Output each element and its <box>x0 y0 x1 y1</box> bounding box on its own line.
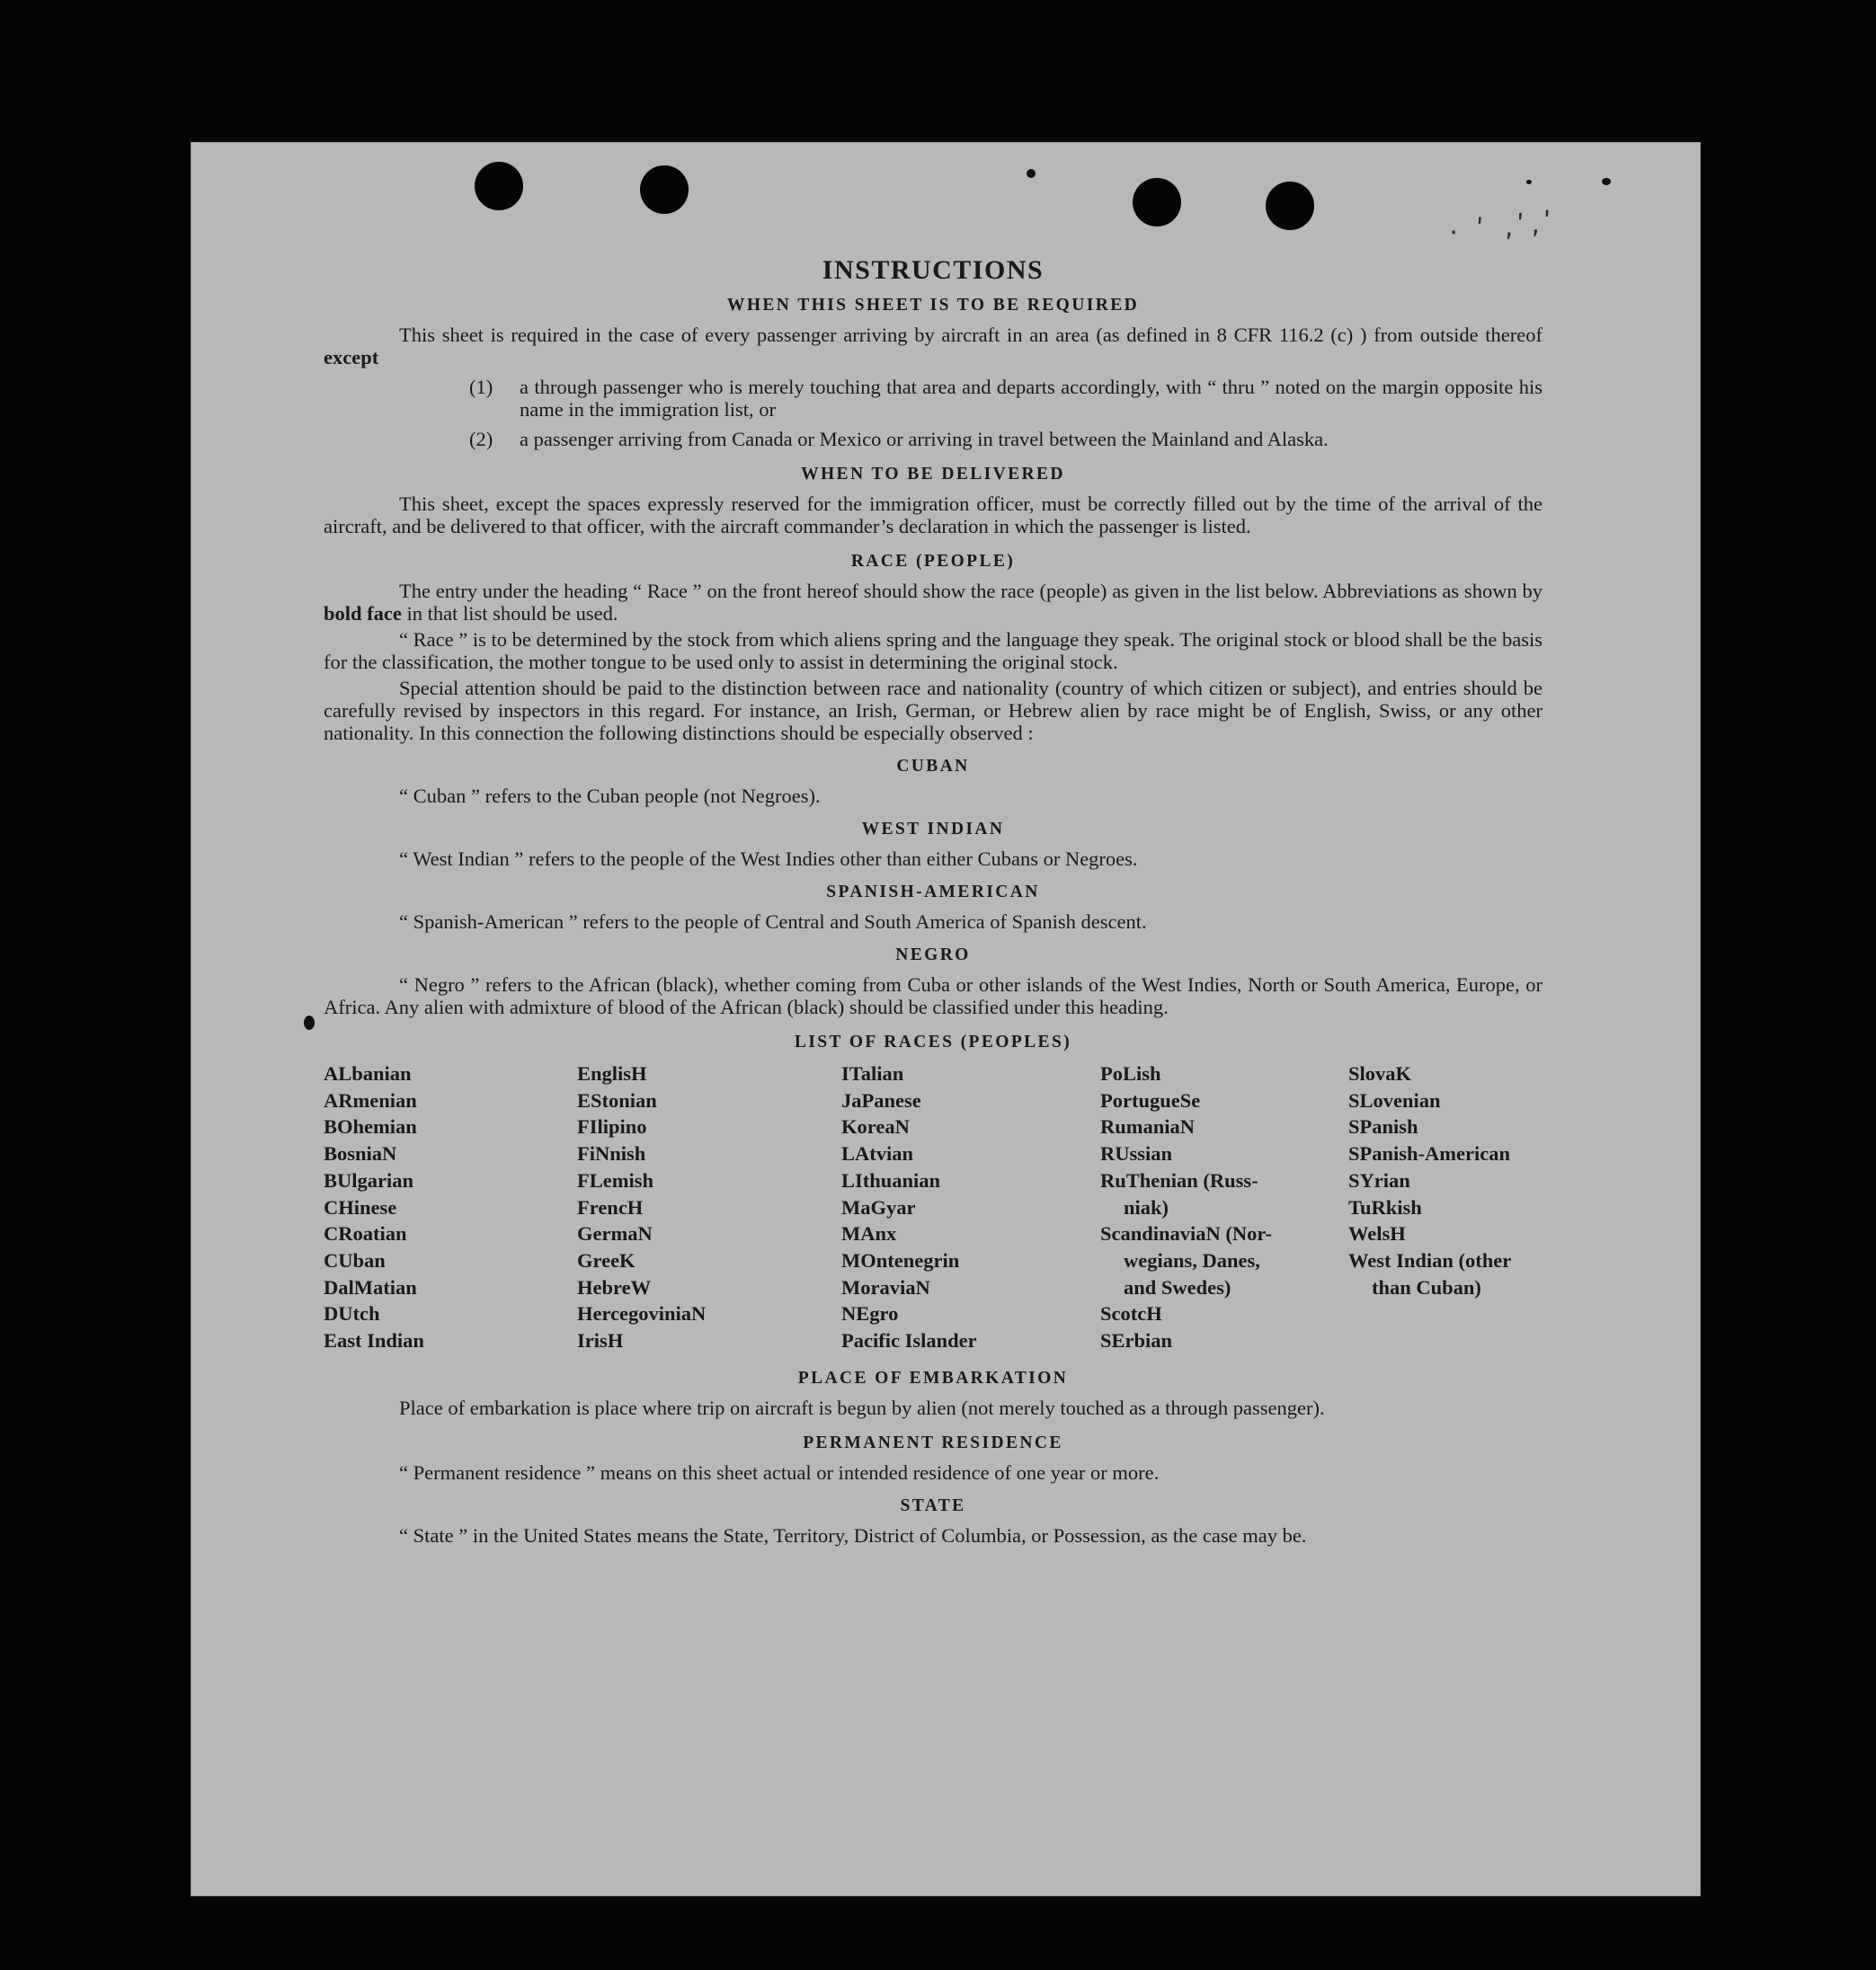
race-entry: GreeK <box>577 1248 636 1272</box>
race-entry: BUlgarian <box>324 1168 414 1192</box>
cuban-text: “ Cuban ” refers to the Cuban people (not Negroes). <box>399 785 821 807</box>
race-entry: DalMatian <box>324 1275 417 1299</box>
race-paragraph-3: Special attention should be paid to the distinction between race and nationality (country of which citizen or subject), and entries should be carefully revised by inspectors in this regard. For instance, an Irish, German, or Hebrew alien by race might be of English, Swiss, or any other nationality. In this connection the following distinctions should be especially observed : <box>324 677 1543 744</box>
heading-list-of-races: LIST OF RACES (PEOPLES) <box>794 1033 1072 1052</box>
race-entry: EnglisH <box>577 1062 647 1085</box>
race-entry: FrencH <box>577 1195 644 1219</box>
race-entry: TuRkish <box>1348 1195 1422 1219</box>
race-entry-continued: than Cuban) <box>1372 1275 1481 1299</box>
race-entry: NEgro <box>841 1302 899 1326</box>
race-entry: BosniaN <box>324 1142 397 1166</box>
race-entry: West Indian (other <box>1348 1248 1512 1272</box>
race-entry: ALbanian <box>324 1062 412 1085</box>
race-entry: MOntenegrin <box>841 1248 960 1272</box>
race-entry: JaPanese <box>841 1088 921 1112</box>
heading-race: RACE (PEOPLE) <box>850 552 1016 571</box>
races-column <box>1100 1060 1348 1354</box>
race-entry: RUssian <box>1100 1142 1173 1166</box>
race-entry: CHinese <box>324 1195 397 1219</box>
heading-when-required: WHEN THIS SHEET IS TO BE REQUIRED <box>726 296 1140 315</box>
race-entry: SLovenian <box>1348 1088 1441 1112</box>
race-entry: ITalian <box>841 1062 904 1085</box>
when-delivered-text: This sheet, except the spaces expressly reserved for the immigration officer, must be correctly filled out by the time of the arrival of the aircraft, and be delivered to that officer, with the aircraft commander’s declaration in which the passenger is listed. <box>324 493 1543 537</box>
race-entry: KoreaN <box>841 1115 910 1139</box>
when-required-intro: This sheet is required in the case of every passenger arriving by aircraft in an area (as defined in 8 CFR 116.2 (c) ) from outside thereof except <box>324 324 1543 368</box>
page-title: INSTRUCTIONS <box>822 255 1045 285</box>
heading-west-indian: WEST INDIAN <box>861 820 1005 839</box>
races-list <box>324 1060 1543 1354</box>
exception-item: (2) a passenger arriving from Canada or Mexico or arriving in travel between the Mainland and Alaska. <box>469 428 1329 450</box>
speck <box>1526 180 1532 184</box>
race-entry: PortugueSe <box>1100 1088 1201 1112</box>
race-entry: SYrian <box>1348 1168 1410 1192</box>
race-entry: MaGyar <box>841 1195 916 1219</box>
speck <box>304 1016 315 1030</box>
race-entry: CUban <box>324 1248 386 1272</box>
race-entry: FIlipino <box>577 1115 647 1139</box>
embarkation-text: Place of embarkation is place where trip on aircraft is begun by alien (not merely touched as a through passenger). <box>399 1396 1325 1419</box>
punch-hole <box>640 165 689 214</box>
races-column <box>324 1060 577 1354</box>
instructions-content <box>324 255 1543 1550</box>
heading-embarkation: PLACE OF EMBARKATION <box>797 1368 1069 1388</box>
race-entry: GermaN <box>577 1222 653 1246</box>
punch-hole <box>1266 182 1314 230</box>
heading-permanent-residence: PERMANENT RESIDENCE <box>803 1433 1063 1452</box>
race-entry-continued: wegians, Danes, <box>1124 1248 1260 1272</box>
race-entry: FLemish <box>577 1168 654 1192</box>
spanish-american-text: “ Spanish-American ” refers to the people of Central and South America of Spanish descent. <box>399 910 1147 933</box>
race-entry: PoLish <box>1100 1062 1161 1085</box>
state-text: “ State ” in the United States means the State, Territory, District of Columbia, or Possession, as the case may be. <box>399 1523 1307 1547</box>
race-entry: Pacific Islander <box>841 1329 977 1353</box>
race-entry: MAnx <box>841 1222 897 1246</box>
race-entry: SErbian <box>1100 1329 1173 1353</box>
race-entry: SPanish <box>1348 1115 1418 1139</box>
heading-cuban: CUBAN <box>896 757 970 776</box>
races-column <box>577 1060 841 1354</box>
race-entry: LIthuanian <box>841 1168 941 1192</box>
races-column <box>841 1060 1100 1354</box>
race-entry: FiNnish <box>577 1142 646 1166</box>
race-paragraph-1: The entry under the heading “ Race ” on the front hereof should show the race (people) as given in the list below. Abbreviations as shown by bold face in that list should be used. <box>324 580 1543 625</box>
race-entry: ScandinaviaN (Nor- <box>1100 1222 1273 1246</box>
race-entry-continued: niak) <box>1124 1195 1169 1219</box>
race-entry: HercegoviniaN <box>577 1302 707 1326</box>
document-sheet <box>191 142 1701 1896</box>
heading-when-delivered: WHEN TO BE DELIVERED <box>801 465 1065 484</box>
handwritten-margin-note: · ʹ ,ʹ,ʹ <box>1447 206 1560 250</box>
races-column <box>1348 1060 1543 1354</box>
race-entry: CRoatian <box>324 1222 407 1246</box>
race-entry: MoraviaN <box>841 1275 930 1299</box>
race-entry: EStonian <box>577 1088 657 1112</box>
race-paragraph-2: “ Race ” is to be determined by the stock from which aliens spring and the language they speak. The original stock or blood shall be the basis for the classification, the mother tongue to be used only to assist in determining the original stock. <box>324 628 1543 673</box>
race-entry: ARmenian <box>324 1088 417 1112</box>
exception-item: (1) a through passenger who is merely touching that area and departs accordingly, with “ thru ” noted on the margin opposite his name in the immigration list, or <box>469 376 1543 421</box>
speck <box>1027 169 1036 178</box>
heading-state: STATE <box>900 1495 966 1515</box>
race-entry: HebreW <box>577 1275 652 1299</box>
race-entry: IrisH <box>577 1329 624 1353</box>
race-entry: SPanish-American <box>1348 1142 1510 1166</box>
punch-hole <box>1133 178 1181 226</box>
west-indian-text: “ West Indian ” refers to the people of the West Indies other than either Cubans or Negroes. <box>399 847 1138 870</box>
race-entry: BOhemian <box>324 1115 417 1139</box>
race-entry: East Indian <box>324 1329 424 1353</box>
negro-text: “ Negro ” refers to the African (black), whether coming from Cuba or other islands of the West Indies, North or South America, Europe, or Africa. Any alien with admixture of blood of the African (black) should be classified under this heading. <box>324 973 1543 1018</box>
permanent-residence-text: “ Permanent residence ” means on this sheet actual or intended residence of one year or more. <box>399 1460 1160 1484</box>
race-entry: DUtch <box>324 1302 380 1326</box>
heading-spanish-american: SPANISH-AMERICAN <box>826 883 1040 901</box>
race-entry: WelsH <box>1348 1222 1406 1246</box>
race-entry: RumaniaN <box>1100 1115 1196 1139</box>
heading-negro: NEGRO <box>895 945 971 964</box>
race-entry: LAtvian <box>841 1142 914 1166</box>
punch-hole <box>475 162 523 210</box>
race-entry: ScotcH <box>1100 1302 1162 1326</box>
race-entry: RuThenian (Russ- <box>1100 1168 1258 1192</box>
speck <box>1602 178 1611 185</box>
race-entry: SlovaK <box>1348 1062 1412 1085</box>
race-entry-continued: and Swedes) <box>1124 1275 1231 1299</box>
